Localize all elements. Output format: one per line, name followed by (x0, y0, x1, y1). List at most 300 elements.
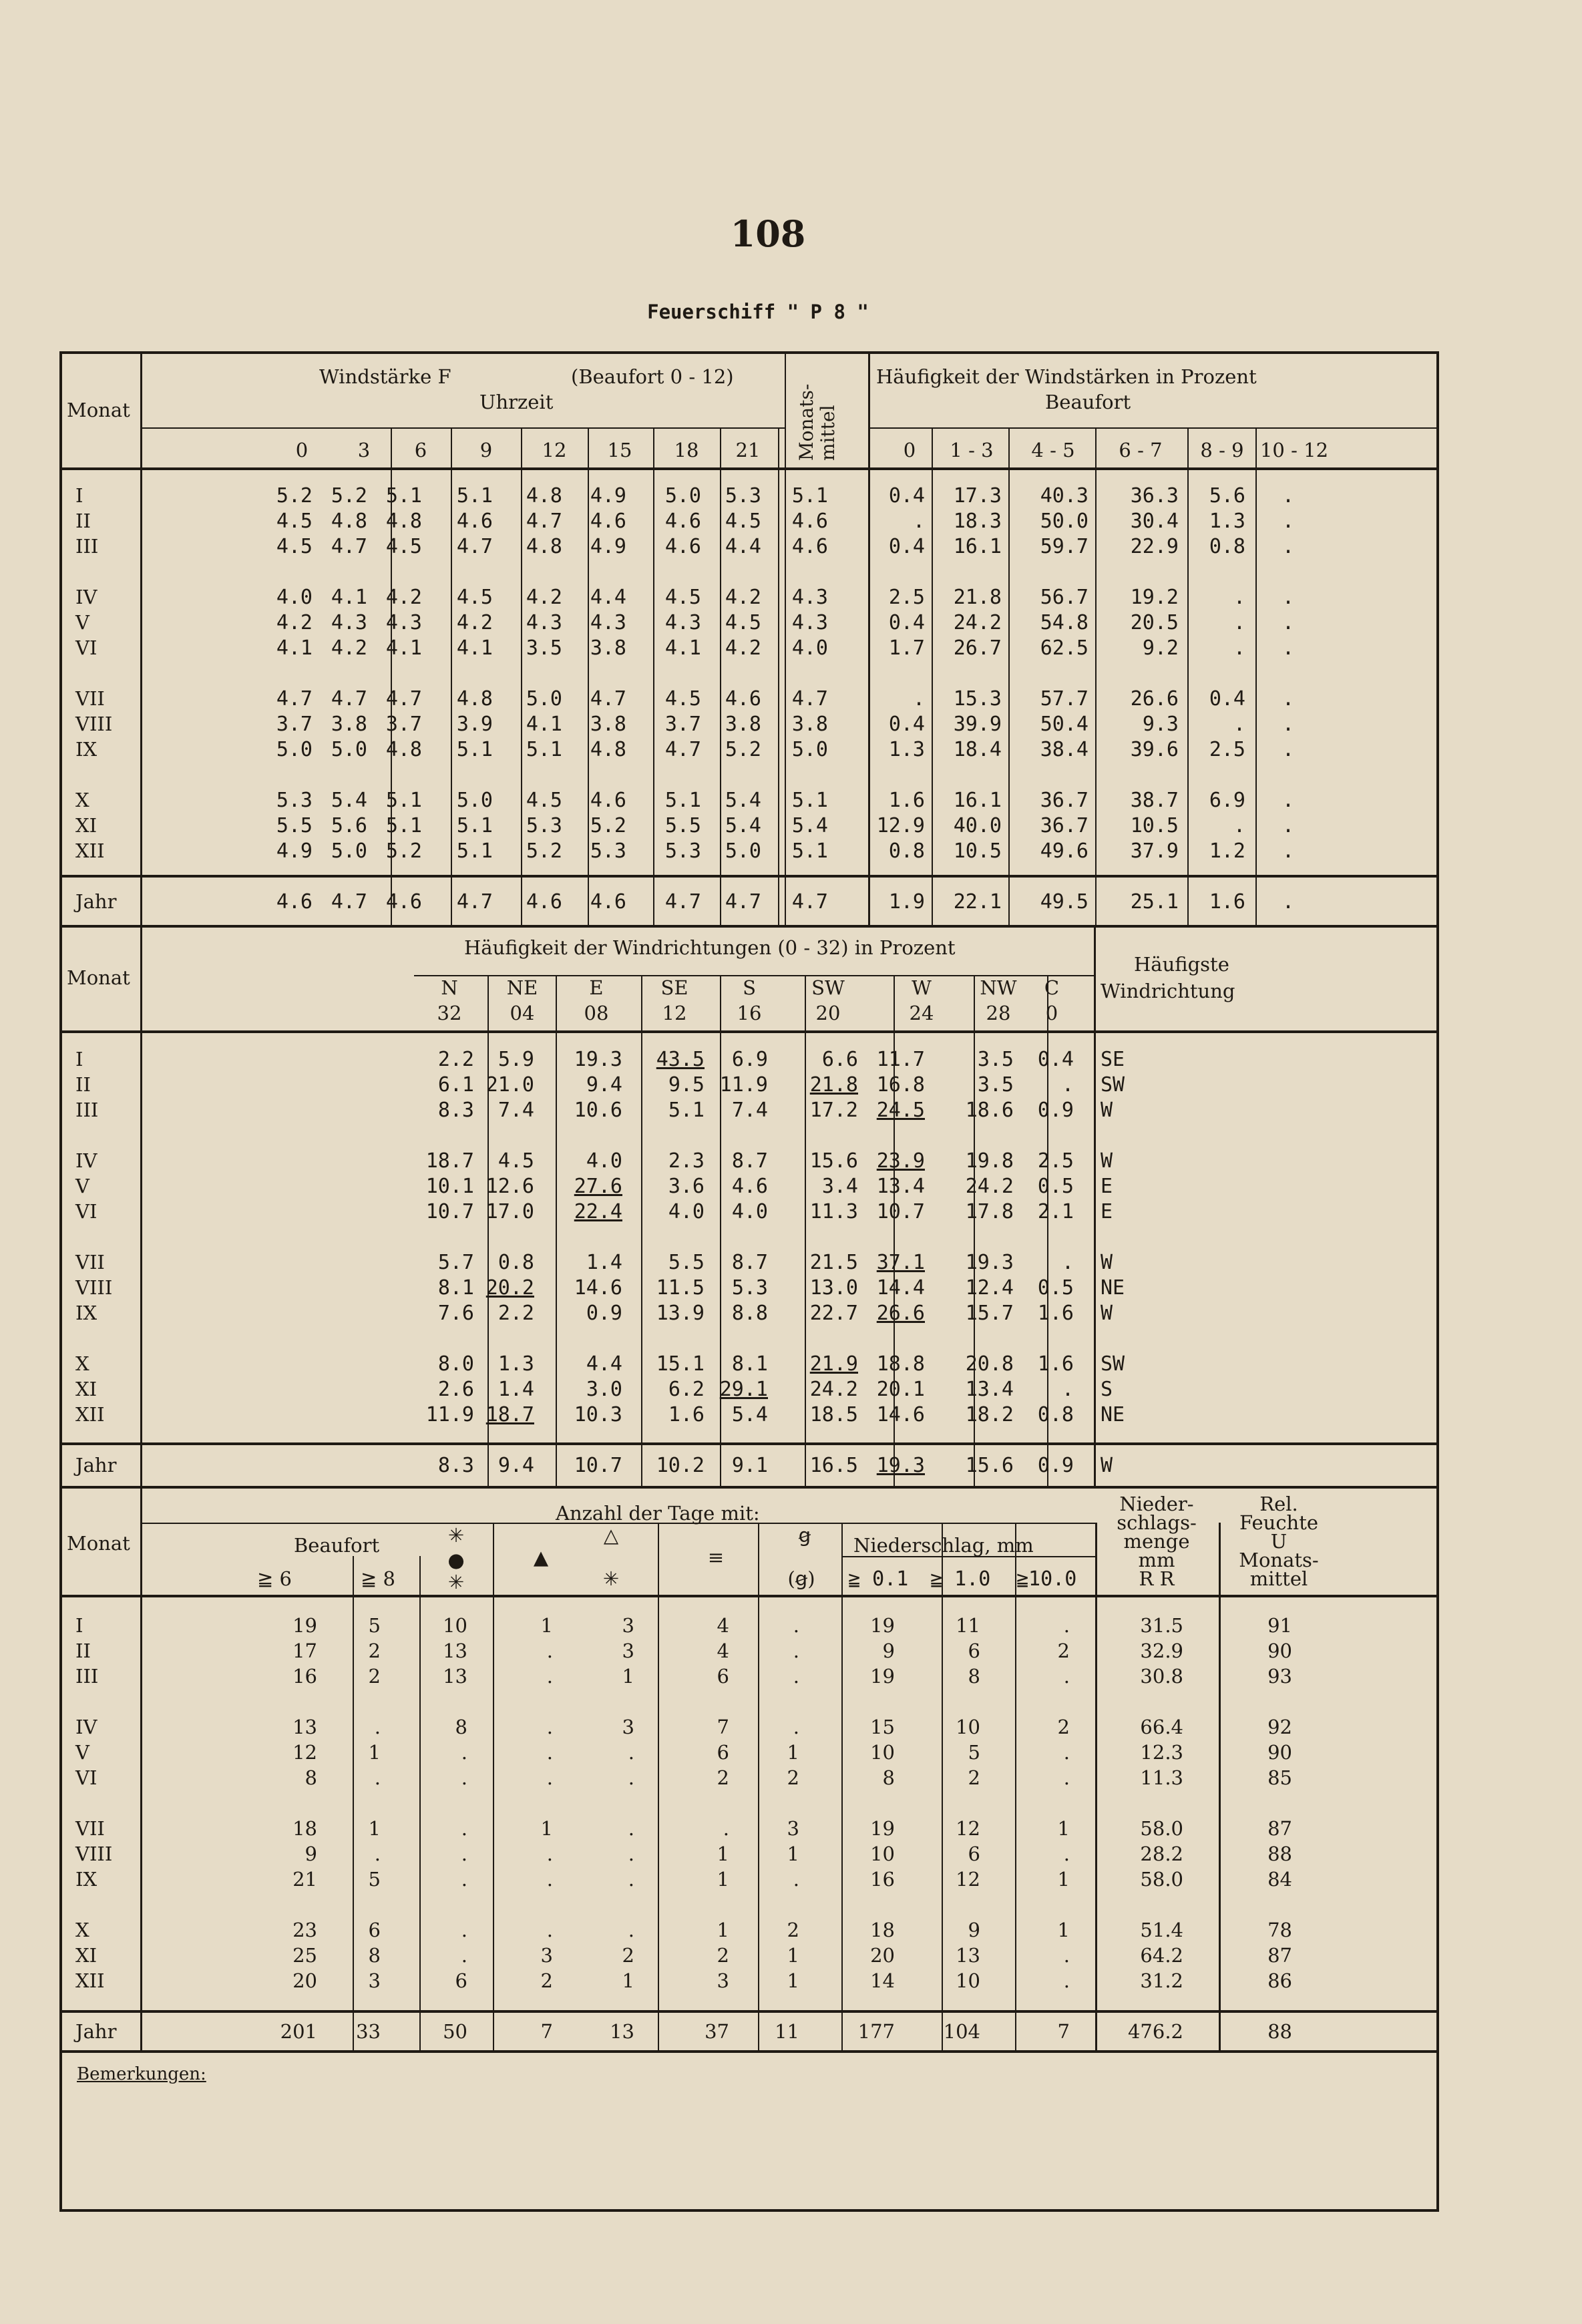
value-cell: 84 (1267, 1868, 1292, 1891)
value-cell: 5.2 (725, 738, 761, 761)
month-label: VII (75, 1251, 105, 1274)
value-cell: 8 (455, 1716, 467, 1738)
section3-year-rule (59, 2010, 1439, 2013)
humidity-header: U (1270, 1530, 1288, 1553)
value-cell: 23 (292, 1919, 317, 1941)
month-label: IX (75, 1868, 97, 1891)
value-cell: 6.2 (668, 1378, 705, 1401)
value-cell: 3.5 (526, 636, 562, 660)
freq-header: 8 - 9 (1200, 439, 1244, 461)
hour-header: 0 (295, 439, 309, 461)
direction-header: SE (660, 976, 688, 999)
value-cell: 1 (1057, 1919, 1070, 1941)
value-cell: 19 (870, 1614, 895, 1637)
value-cell: 3.8 (725, 713, 761, 736)
value-cell: 50.4 (1040, 713, 1089, 736)
value-cell: 7 (717, 1716, 729, 1738)
value-cell: 54.8 (1040, 611, 1089, 634)
value-cell: . (793, 1868, 799, 1891)
value-cell: . (461, 1868, 467, 1891)
value-cell: 18 (870, 1919, 895, 1941)
value-cell: 20.5 (1130, 611, 1179, 634)
direction-header: W (912, 976, 932, 999)
value-cell: . (1063, 1969, 1070, 1992)
value-cell: 5.3 (725, 484, 761, 508)
column-rule (868, 351, 870, 925)
value-cell: 4.9 (590, 535, 626, 558)
value-cell: . (1281, 738, 1294, 761)
value-cell: 5.0 (725, 839, 761, 863)
value-cell: 4.7 (331, 535, 367, 558)
value-cell: 4.3 (791, 611, 828, 634)
year-value: 1.6 (1209, 890, 1245, 914)
beaufort-header-rule (868, 427, 1439, 429)
value-cell: 3.6 (668, 1175, 705, 1198)
value-cell: 87 (1267, 1944, 1292, 1967)
value-cell: 5.2 (331, 484, 367, 508)
month-label: XI (75, 1944, 97, 1967)
value-cell: 4.3 (385, 611, 422, 634)
rr-header: R R (1139, 1567, 1175, 1590)
value-cell: 36.7 (1040, 789, 1089, 812)
month-label: VI (75, 636, 97, 659)
direction-header: NE (506, 976, 538, 999)
value-cell: 36.7 (1040, 814, 1089, 837)
value-cell: 36.3 (1130, 484, 1179, 508)
year-value: 104 (943, 2020, 980, 2043)
value-cell: 3.7 (664, 713, 701, 736)
value-cell: 8 (368, 1944, 381, 1967)
value-cell: 4.1 (385, 636, 422, 660)
value-cell: 4.5 (725, 611, 761, 634)
column-rule (932, 427, 933, 925)
value-cell: 9.2 (1142, 636, 1179, 660)
year-value: 4.7 (725, 890, 761, 914)
value-cell: 8.1 (731, 1352, 768, 1376)
value-cell: 5.1 (456, 814, 493, 837)
month-label: XI (75, 814, 97, 837)
value-cell: 15.7 (965, 1302, 1014, 1325)
value-cell: 1 (540, 1817, 553, 1840)
value-cell: 8.3 (437, 1099, 474, 1122)
value-cell: 3.0 (586, 1378, 622, 1401)
value-cell: 5.4 (331, 789, 367, 812)
value-cell: 5.0 (526, 687, 562, 711)
value-cell: 11.9 (719, 1073, 768, 1097)
value-cell: 5.1 (456, 738, 493, 761)
value-cell: 5.5 (664, 814, 701, 837)
value-cell: . (793, 1665, 799, 1688)
value-cell: 5.1 (791, 839, 828, 863)
value-cell: 2 (368, 1639, 381, 1662)
uhrzeit-label: Uhrzeit (479, 391, 554, 413)
value-cell: 11.3 (809, 1200, 858, 1223)
value-cell: 5.5 (276, 814, 313, 837)
value-cell: 4.6 (731, 1175, 768, 1198)
value-cell: 2 (717, 1944, 729, 1967)
value-cell: . (628, 1868, 634, 1891)
value-cell: 18.4 (953, 738, 1002, 761)
month-label: I (75, 1048, 83, 1071)
value-cell: 4.8 (456, 687, 493, 711)
value-cell: 3.8 (331, 713, 367, 736)
value-cell: 1.6 (888, 789, 925, 812)
value-cell: . (1233, 636, 1245, 660)
value-cell: . (1281, 789, 1294, 812)
value-cell: 10 (443, 1614, 467, 1637)
threshold-header: ≧ 8 (361, 1567, 395, 1590)
value-cell: 4.5 (498, 1149, 534, 1173)
value-cell: 1 (368, 1741, 381, 1764)
value-cell: . (793, 1716, 799, 1738)
value-cell: . (546, 1766, 553, 1789)
value-cell: 4.0 (586, 1149, 622, 1173)
value-cell: 85 (1267, 1766, 1292, 1789)
column-rule (1219, 1523, 1221, 2050)
value-cell: 3.8 (590, 636, 626, 660)
value-cell: 10 (870, 1843, 895, 1865)
value-cell: 8.8 (731, 1302, 768, 1325)
value-cell: 8.7 (731, 1149, 768, 1173)
value-cell: 10.6 (574, 1099, 622, 1122)
value-cell: 93 (1267, 1665, 1292, 1688)
value-cell: 13.4 (876, 1175, 925, 1198)
humidity-header: mittel (1249, 1567, 1308, 1590)
value-cell: 21.8 (953, 586, 1002, 609)
value-cell: 3.5 (977, 1073, 1014, 1097)
month-label: III (75, 535, 99, 558)
value-cell: . (912, 510, 925, 533)
column-rule (353, 1556, 354, 2050)
value-cell: . (628, 1817, 634, 1840)
column-rule (653, 427, 654, 925)
value-cell: 1.2 (1209, 839, 1245, 863)
value-cell: 2.5 (888, 586, 925, 609)
value-cell: . (912, 687, 925, 711)
value-cell: 5.3 (526, 814, 562, 837)
direction-header: NW (980, 976, 1017, 999)
value-cell: . (461, 1817, 467, 1840)
year-value: 10.7 (574, 1454, 622, 1477)
value-cell: 5.0 (331, 738, 367, 761)
value-cell: . (628, 1741, 634, 1764)
column-rule (521, 427, 522, 925)
value-cell: 14.6 (876, 1403, 925, 1426)
value-cell: 0.4 (1209, 687, 1245, 711)
value-cell: 2 (717, 1766, 729, 1789)
section2-year-rule (59, 1442, 1439, 1445)
value-cell: 4.7 (331, 687, 367, 711)
value-cell: 16 (292, 1665, 317, 1688)
value-cell: 1 (622, 1969, 634, 1992)
value-cell: . (461, 1919, 467, 1941)
value-cell: 32.9 (1140, 1639, 1183, 1662)
value-cell: 4.1 (526, 713, 562, 736)
value-cell: 92 (1267, 1716, 1292, 1738)
section-divider (59, 925, 1439, 928)
direction-header: S (743, 976, 756, 999)
value-cell: 49.6 (1040, 839, 1089, 863)
value-cell: 4.1 (456, 636, 493, 660)
value-cell: 3.5 (977, 1048, 1014, 1071)
value-cell: 4.8 (385, 510, 422, 533)
value-cell: 38.4 (1040, 738, 1089, 761)
value-cell: 4.3 (590, 611, 626, 634)
value-cell: . (1281, 839, 1294, 863)
value-cell: 2 (1057, 1716, 1070, 1738)
year-prevailing-direction: W (1101, 1454, 1113, 1477)
value-cell: 50.0 (1040, 510, 1089, 533)
prevailing-direction: NE (1101, 1403, 1125, 1426)
value-cell: 2 (540, 1969, 553, 1992)
value-cell: 4 (717, 1639, 729, 1662)
value-cell: 1 (787, 1843, 799, 1865)
value-cell: 3.7 (276, 713, 313, 736)
value-cell: 15.6 (809, 1149, 858, 1173)
year-value: 4.6 (526, 890, 562, 914)
value-cell: 10.5 (1130, 814, 1179, 837)
value-cell: 43.5 (656, 1048, 705, 1071)
precip-threshold: ≧ 0.1 (848, 1567, 909, 1591)
value-cell: 4.8 (526, 535, 562, 558)
value-cell: 5.7 (437, 1251, 474, 1274)
value-cell: 16.1 (953, 789, 1002, 812)
year-label: Jahr (75, 1454, 117, 1477)
weather-symbol-icon: ● (447, 1549, 465, 1571)
month-label: XII (75, 1403, 105, 1426)
value-cell: 29.1 (719, 1378, 768, 1401)
value-cell: 58.0 (1140, 1868, 1183, 1891)
value-cell: 5.0 (456, 789, 493, 812)
value-cell: 16 (870, 1868, 895, 1891)
value-cell: 20 (292, 1969, 317, 1992)
month-label: IV (75, 1149, 97, 1172)
value-cell: . (1233, 713, 1245, 736)
value-cell: 10 (956, 1969, 980, 1992)
value-cell: 2 (787, 1919, 799, 1941)
value-cell: 31.2 (1140, 1969, 1183, 1992)
value-cell: 0.5 (1037, 1276, 1074, 1300)
value-cell: 3 (368, 1969, 381, 1992)
value-cell: 6 (717, 1741, 729, 1764)
value-cell: 4.3 (791, 586, 828, 609)
year-value: 19.3 (876, 1454, 925, 1477)
value-cell: 20.1 (876, 1378, 925, 1401)
direction-header: E (589, 976, 604, 999)
value-cell: 9.5 (668, 1073, 705, 1097)
value-cell: 90 (1267, 1741, 1292, 1764)
weather-symbol-icon: ꞡ (798, 1524, 811, 1547)
weather-symbol-icon: ✳ (447, 1524, 465, 1547)
value-cell: . (628, 1843, 634, 1865)
value-cell: 4.5 (664, 687, 701, 711)
year-value: . (1281, 890, 1294, 914)
value-cell: 22.7 (809, 1302, 858, 1325)
value-cell: 2 (968, 1766, 980, 1789)
value-cell: 57.7 (1040, 687, 1089, 711)
value-cell: 9 (882, 1639, 895, 1662)
value-cell: 37.9 (1130, 839, 1179, 863)
year-value: 10.2 (656, 1454, 705, 1477)
value-cell: 16.8 (876, 1073, 925, 1097)
freq-header: 4 - 5 (1031, 439, 1075, 461)
value-cell: 15.3 (953, 687, 1002, 711)
value-cell: . (374, 1843, 381, 1865)
value-cell: 3.4 (821, 1175, 858, 1198)
value-cell: 6 (968, 1639, 980, 1662)
value-cell: 19 (870, 1817, 895, 1840)
value-cell: 6 (717, 1665, 729, 1688)
value-cell: . (1061, 1378, 1074, 1401)
value-cell: 6 (968, 1843, 980, 1865)
value-cell: . (1063, 1665, 1070, 1688)
value-cell: 1 (1057, 1868, 1070, 1891)
value-cell: . (546, 1716, 553, 1738)
year-value: 4.6 (385, 890, 422, 914)
value-cell: 17.8 (965, 1200, 1014, 1223)
column-rule (658, 1523, 659, 2050)
weather-symbol-icon: ▲ (533, 1546, 549, 1569)
value-cell: . (1281, 636, 1294, 660)
value-cell: 58.0 (1140, 1817, 1183, 1840)
value-cell: 4.2 (526, 586, 562, 609)
value-cell: 4.3 (331, 611, 367, 634)
value-cell: 2.2 (498, 1302, 534, 1325)
value-cell: 64.2 (1140, 1944, 1183, 1967)
value-cell: 87 (1267, 1817, 1292, 1840)
value-cell: 24.2 (953, 611, 1002, 634)
value-cell: 4.6 (590, 510, 626, 533)
value-cell: 5.1 (385, 484, 422, 508)
value-cell: 2.1 (1037, 1200, 1074, 1223)
value-cell: 3 (622, 1639, 634, 1662)
direction-code: 20 (815, 1002, 841, 1024)
value-cell: . (1281, 586, 1294, 609)
value-cell: . (1233, 814, 1245, 837)
value-cell: 18.8 (876, 1352, 925, 1376)
year-value: 7 (1057, 2020, 1070, 2043)
value-cell: 5 (368, 1868, 381, 1891)
value-cell: 3.8 (791, 713, 828, 736)
value-cell: 22.9 (1130, 535, 1179, 558)
station-title: Feuerschiff " P 8 " (647, 301, 869, 323)
value-cell: 12 (956, 1817, 980, 1840)
value-cell: 26.7 (953, 636, 1002, 660)
month-label: XII (75, 839, 105, 862)
value-cell: 56.7 (1040, 586, 1089, 609)
value-cell: . (374, 1766, 381, 1789)
value-cell: 1 (622, 1665, 634, 1688)
value-cell: 9.3 (1142, 713, 1179, 736)
value-cell: 0.4 (888, 713, 925, 736)
month-label: V (75, 1175, 89, 1197)
rr-header: schlags- (1117, 1511, 1197, 1534)
value-cell: 3 (540, 1944, 553, 1967)
month-label: III (75, 1665, 99, 1688)
value-cell: 91 (1267, 1614, 1292, 1637)
year-value: 25.1 (1130, 890, 1179, 914)
column-rule (1008, 427, 1010, 925)
section2-header-rule (59, 1030, 1439, 1033)
value-cell: 4.7 (276, 687, 313, 711)
value-cell: 6 (368, 1919, 381, 1941)
value-cell: 0.4 (888, 535, 925, 558)
month-label: XI (75, 1378, 97, 1400)
column-rule (419, 1556, 421, 2050)
value-cell: 5.3 (590, 839, 626, 863)
value-cell: 4.1 (331, 586, 367, 609)
value-cell: 62.5 (1040, 636, 1089, 660)
value-cell: . (546, 1741, 553, 1764)
value-cell: 8 (305, 1766, 317, 1789)
direction-header: SW (811, 976, 845, 999)
freq-subtitle: Beaufort (1045, 391, 1131, 413)
value-cell: 37.1 (876, 1251, 925, 1274)
value-cell: 10.3 (574, 1403, 622, 1426)
value-cell: 86 (1267, 1969, 1292, 1992)
value-cell: 31.5 (1140, 1614, 1183, 1637)
value-cell: 6.9 (1209, 789, 1245, 812)
monatsmittel-label: Monats- (795, 383, 817, 461)
value-cell: 12 (956, 1868, 980, 1891)
value-cell: 4.7 (385, 687, 422, 711)
beaufort-range: (Beaufort 0 - 12) (571, 365, 734, 388)
value-cell: 5.0 (791, 738, 828, 761)
value-cell: 5.1 (791, 484, 828, 508)
value-cell: 19.3 (965, 1251, 1014, 1274)
value-cell: 13.9 (656, 1302, 705, 1325)
column-rule (942, 1523, 943, 2050)
value-cell: 15 (870, 1716, 895, 1738)
column-rule (1095, 1523, 1097, 2050)
value-cell: 3 (622, 1614, 634, 1637)
value-cell: 3 (787, 1817, 799, 1840)
value-cell: 1.7 (888, 636, 925, 660)
value-cell: 25 (292, 1944, 317, 1967)
value-cell: 6.1 (437, 1073, 474, 1097)
value-cell: 3 (622, 1716, 634, 1738)
month-label: VIII (75, 1276, 113, 1299)
value-cell: . (1063, 1614, 1070, 1637)
direction-code: 08 (584, 1002, 609, 1024)
month-label: V (75, 611, 89, 634)
value-cell: 8 (882, 1766, 895, 1789)
value-cell: 4.5 (276, 535, 313, 558)
value-cell: 78 (1267, 1919, 1292, 1941)
rr-header: Nieder- (1119, 1493, 1194, 1515)
freq-title: Häufigkeit der Windstärken in Prozent (876, 365, 1257, 388)
value-cell: 9 (305, 1843, 317, 1865)
value-cell: 0.4 (888, 484, 925, 508)
value-cell: 4.5 (526, 789, 562, 812)
value-cell: 5.4 (725, 814, 761, 837)
direction-code: 16 (737, 1002, 762, 1024)
value-cell: 4.6 (664, 535, 701, 558)
value-cell: . (1281, 484, 1294, 508)
value-cell: 4.0 (276, 586, 313, 609)
month-label: IX (75, 1302, 97, 1324)
month-column-rule (140, 1486, 142, 2050)
month-label: II (75, 510, 91, 532)
year-value: 50 (443, 2020, 467, 2043)
value-cell: 9 (968, 1919, 980, 1941)
page-number: 108 (730, 212, 806, 255)
value-cell: 21.8 (809, 1073, 858, 1097)
prevailing-direction: SW (1101, 1352, 1125, 1376)
value-cell: . (1281, 713, 1294, 736)
value-cell: 5.2 (385, 839, 422, 863)
value-cell: 21.5 (809, 1251, 858, 1274)
